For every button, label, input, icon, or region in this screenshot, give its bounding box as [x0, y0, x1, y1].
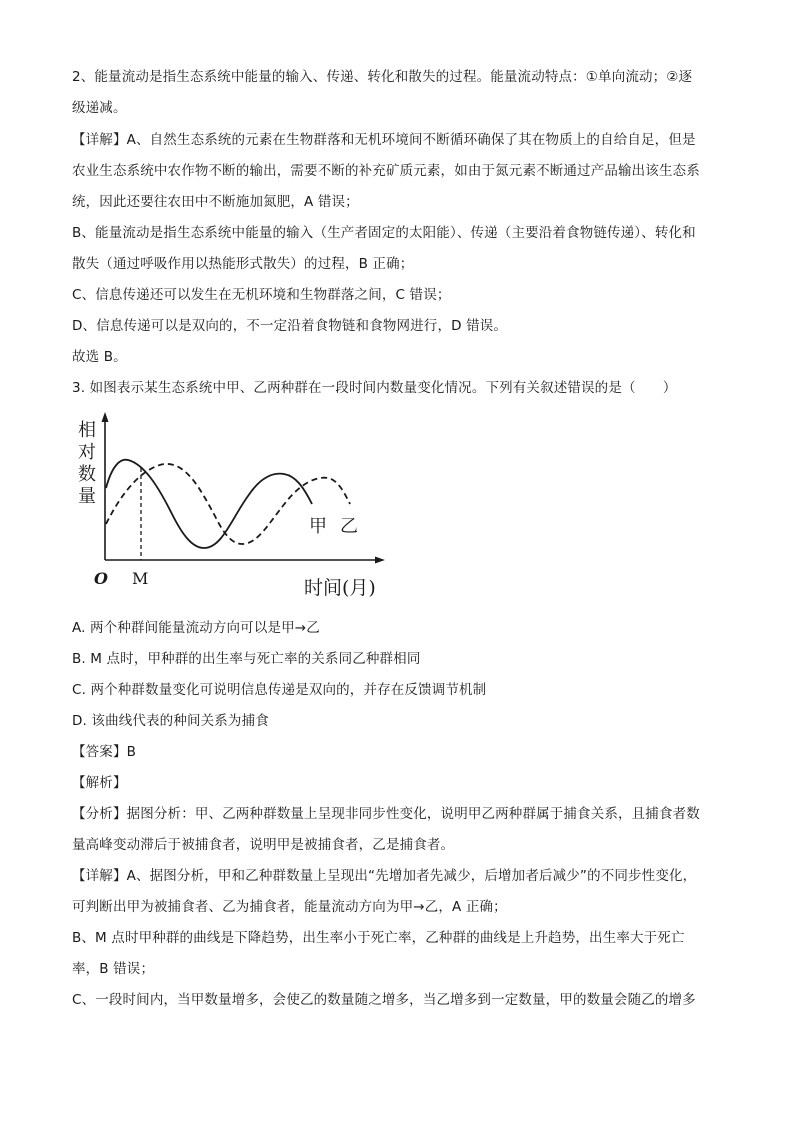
text-line: D、信息传递可以是双向的，不一定沿着食物链和食物网进行，D 错误。	[72, 318, 508, 334]
question-3-stem: 3. 如图表示某生态系统中甲、乙两种群在一段时间内数量变化情况。下列有关叙述错误的是（ ）	[72, 380, 677, 396]
text-line: 级递减。	[72, 100, 127, 116]
option-b: B. M 点时，甲种群的出生率与死亡率的关系同乙种群相同	[72, 651, 421, 667]
series-jia-label: 甲	[309, 516, 327, 537]
text-line: 统，因此还要往农田中不断施加氮肥，A 错误；	[72, 194, 359, 210]
option-d: D. 该曲线代表的种间关系为捕食	[72, 713, 269, 729]
y-axis-label-3: 数	[78, 464, 96, 485]
analysis-line: 量高峰变动滞后于被捕食者，说明甲是被捕食者，乙是捕食者。	[72, 837, 455, 853]
analysis-title: 【解析】	[72, 775, 127, 791]
series-yi-label: 乙	[340, 516, 358, 537]
option-a: A. 两个种群间能量流动方向可以是甲→乙	[72, 620, 320, 636]
analysis-line: 【分析】据图分析：甲、乙两种群数量上呈现非同步性变化，说明甲乙两种群属于捕食关系，且捕食者数	[72, 806, 700, 822]
text-line: 农业生态系统中农作物不断的输出，需要不断的补充矿质元素，如由于氮元素不断通过产品输出该生态系	[72, 163, 700, 179]
origin-label: O	[94, 569, 108, 588]
y-axis-arrow	[102, 412, 109, 422]
text-line: 2、能量流动是指生态系统中能量的输入、传递、转化和散失的过程。能量流动特点：①单向流动；②逐	[72, 69, 693, 85]
analysis-line: 【详解】A、据图分析，甲和乙种群数量上呈现出“先增加者先减少，后增加者后减少”的不同步性变化，	[72, 868, 697, 884]
analysis-line: C、一段时间内，当甲数量增多，会使乙的数量随之增多，当乙增多到一定数量，甲的数量会随乙的增多	[72, 992, 696, 1008]
text-line: C、信息传递还可以发生在无机环境和生物群落之间，C 错误；	[72, 287, 451, 303]
x-axis-arrow	[375, 557, 385, 564]
text-line: B、能量流动是指生态系统中能量的输入（生产者固定的太阳能）、传递（主要沿着食物链传递）、转化和	[72, 225, 696, 241]
y-axis-label-1: 相	[78, 420, 96, 441]
population-graph	[72, 408, 402, 608]
option-c: C. 两个种群数量变化可说明信息传递是双向的，并存在反馈调节机制	[72, 682, 487, 698]
answer-line: 【答案】B	[72, 744, 137, 760]
m-label: M	[132, 569, 149, 588]
series-jia-curve	[106, 460, 312, 548]
y-axis-label-2: 对	[78, 442, 96, 463]
analysis-line: 率，B 错误；	[72, 961, 155, 977]
analysis-line: B、M 点时甲种群的曲线是下降趋势，出生率小于死亡率，乙种群的曲线是上升趋势，出生率大于死亡	[72, 930, 685, 946]
x-axis-label: 时间(月)	[304, 577, 376, 599]
analysis-line: 可判断出甲为被捕食者、乙为捕食者，能量流动方向为甲→乙，A 正确；	[72, 899, 507, 915]
text-line: 【详解】A、自然生态系统的元素在生物群落和无机环境间不断循环确保了其在物质上的自给自足，但是	[72, 132, 696, 148]
text-line: 散失（通过呼吸作用以热能形式散失）的过程，B 正确；	[72, 256, 414, 272]
text-line: 故选 B。	[72, 349, 127, 365]
y-axis-label-4: 量	[78, 486, 96, 507]
